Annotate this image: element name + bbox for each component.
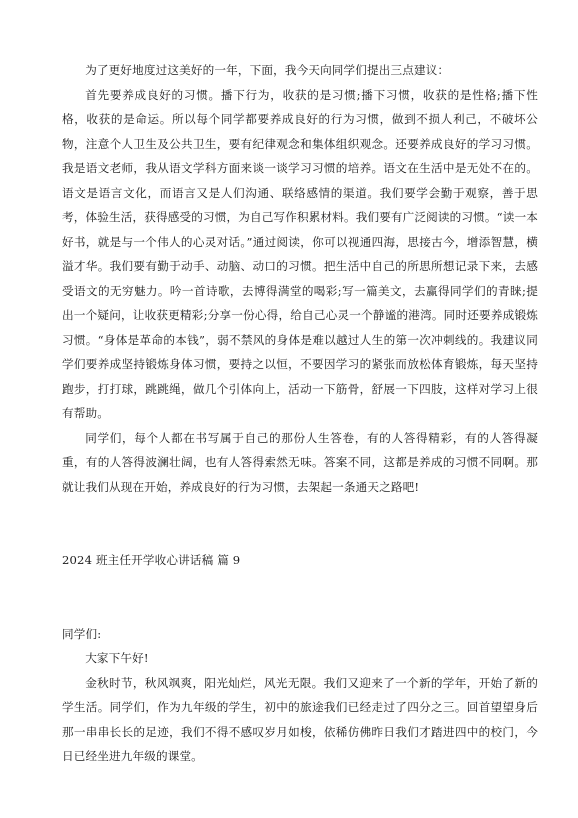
greeting: 大家下午好! <box>85 651 149 665</box>
section-spacer-2 <box>62 573 538 622</box>
salutation: 同学们: <box>62 626 102 641</box>
intro-paragraph: 为了更好地度过这美好的一年，下面，我今天向同学们提出三点建议： <box>85 63 450 77</box>
conclusion-paragraph: 同学们，每个人都在书写属于自己的那份人生答卷，有的人答得精彩，有的人答得凝重，有的人答得波澜壮阔，也有人答得索然无味。答案不同，这都是养成的习惯不同啊。那就让我们从现在开始，养成良好的行为习惯，去架起一条通天之路吧! <box>62 430 538 494</box>
section-title: 2024 班主任开学收心讲话稿 篇 9 <box>62 553 241 567</box>
new-term-paragraph: 金秋时节，秋风飒爽，阳光灿烂，风光无限。我们又迎来了一个新的学年，开始了新的学生活。同学们，作为九年级的学生，初中的旅途我们已经走过了四分之三。回首望望身后那一串串长长的足迹，我们不得不感叹岁月如梭，依稀仿佛昨日我们才踏进四中的校门，今日已经坐进九年级的课堂。 <box>62 675 538 763</box>
section-spacer <box>62 499 538 548</box>
habits-paragraph: 首先要养成良好的习惯。播下行为，收获的是习惯;播下习惯，收获的是性格;播下性格，收获的是命运。所以每个同学都要养成良好的行为习惯，做到不损人利己，不破坏公物，注意个人卫生及公共卫生，要有纪律观念和集体组织观念。还要养成良好的学习习惯。我是语文老师，我从语文学科方面来谈一谈学习习惯的培养。语文在生活中是无处不在的。语文是语言文化，而语言又是人们沟通、联络感情的渠道。我们要学会勤于观察，善于思考，体验生活，获得感受的习惯，为自己写作积累材料。我们要有广泛阅读的习惯。“读一本好书，就是与一个伟人的心灵对话。”通过阅读，你可以视通四海，思接古今，增添智慧，横溢才华。我们要有勤于动手、动脑、动口的习惯。把生活中自己的所思所想记录下来，去感受语文的无穷魅力。吟一首诗歌，去博得满堂的喝彩;写一篇美文，去赢得同学们的青睐;提出一个疑问，让收获更精彩;分享一份心得，给自己心灵一个静谧的港湾。同时还要养成锻炼习惯。“身体是革命的本钱”，弱不禁风的身体是难以越过人生的第一次冲刺线的。我建议同学们要养成坚持锻炼身体习惯，要持之以恒，不要因学习的紧张而放松体育锻炼，每天坚持跑步，打打球，跳跳绳，做几个引体向上，活动一下筋骨，舒展一下四肢，这样对学习上很有帮助。 <box>62 87 538 420</box>
